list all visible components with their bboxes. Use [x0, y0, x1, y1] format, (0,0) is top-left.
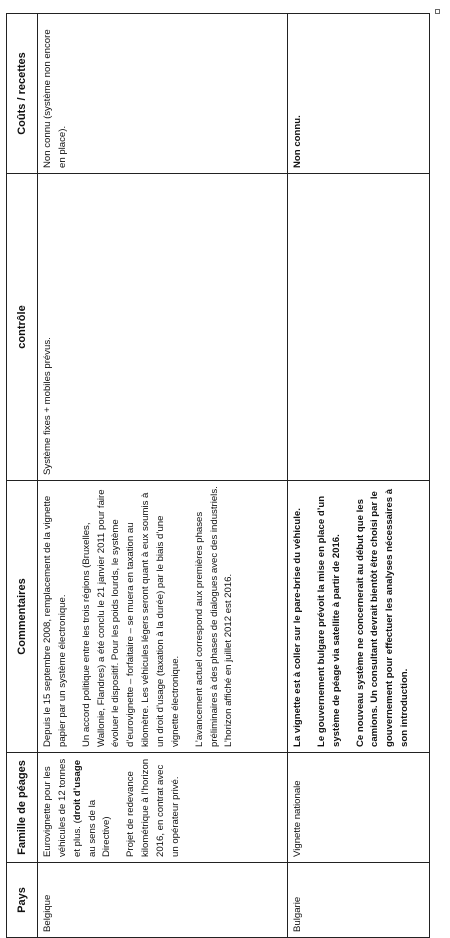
commentaire-paragraph: La vignette est à coller sur le pare-brise du véhicule. [292, 508, 303, 747]
commentaire-paragraph: Un accord politique entre les trois régions (Bruxelles, Wallonie, Flandres) a été conclu le 21 janvier 2011 pour faire évoluer le dispositif. Pour les poids lourds, le système d’eurovignette – forfaitaire – se muera en taxation au kilomètre. Les véhicules légers seront quant à eux soumis à un droit d’usage (taxation à la durée) par le biais d’une vignette électronique. [80, 489, 181, 747]
famille-text: Projet de redevance kilométrique à l’horizon 2016, en contrat avec un opérateur privé. [125, 758, 181, 857]
commentaire-paragraph: L’avancement actuel correspond aux premières phases préliminaires à des phases de dialogues avec des industriels. L’horizon affiché en juillet 2012 est 2016. [193, 486, 235, 747]
cell-couts: Non connu. [288, 14, 430, 174]
cell-couts: Non connu (système non encore en place). [38, 14, 288, 174]
toll-comparison-table [6, 13, 430, 938]
cell-commentaires [288, 481, 430, 753]
header-couts: Coûts / recettes [7, 14, 38, 174]
commentaire-paragraph: Le gouvernement bulgare prévoit la mise en place d’un système de péage via satellite à partir de 2016. [315, 495, 342, 747]
famille-paragraph [124, 758, 183, 857]
header-famille: Famille de péages [7, 753, 38, 863]
table-header-row [7, 14, 38, 938]
header-controle: contrôle [7, 174, 38, 481]
cell-famille [38, 753, 288, 863]
cell-pays: Belgique [38, 863, 288, 938]
rotated-table-frame [6, 14, 450, 932]
cell-commentaires [38, 481, 288, 753]
header-pays: Pays [7, 863, 38, 938]
cell-controle [288, 174, 430, 481]
famille-text-end: au sens de la Directive) [86, 799, 113, 857]
famille-paragraph: Vignette nationale [292, 780, 303, 857]
famille-text: Eurovignette pour les véhicules de 12 tonnes et plus. ( [42, 758, 83, 857]
cell-pays: Bulgarie [288, 863, 430, 938]
famille-bold-text: droit d’usage [71, 759, 83, 821]
commentaire-paragraph: Ce nouveau système ne concernerait au début que les camions. Un consultant devrait bientôt être choisi par le gouvernement pour effectuer les analyses nécessaires à son introduction. [354, 488, 411, 747]
rotated-table-stage [6, 14, 430, 938]
cell-controle: Système fixes + mobiles prévus. [38, 174, 288, 481]
table-row [288, 14, 430, 938]
commentaire-paragraph: Depuis le 15 septembre 2008, remplacement de la vignette papier par un système électronique. [42, 495, 68, 747]
famille-paragraph [41, 758, 115, 857]
table-row [38, 14, 288, 938]
header-commentaires: Commentaires [7, 481, 38, 753]
cell-famille [288, 753, 430, 863]
